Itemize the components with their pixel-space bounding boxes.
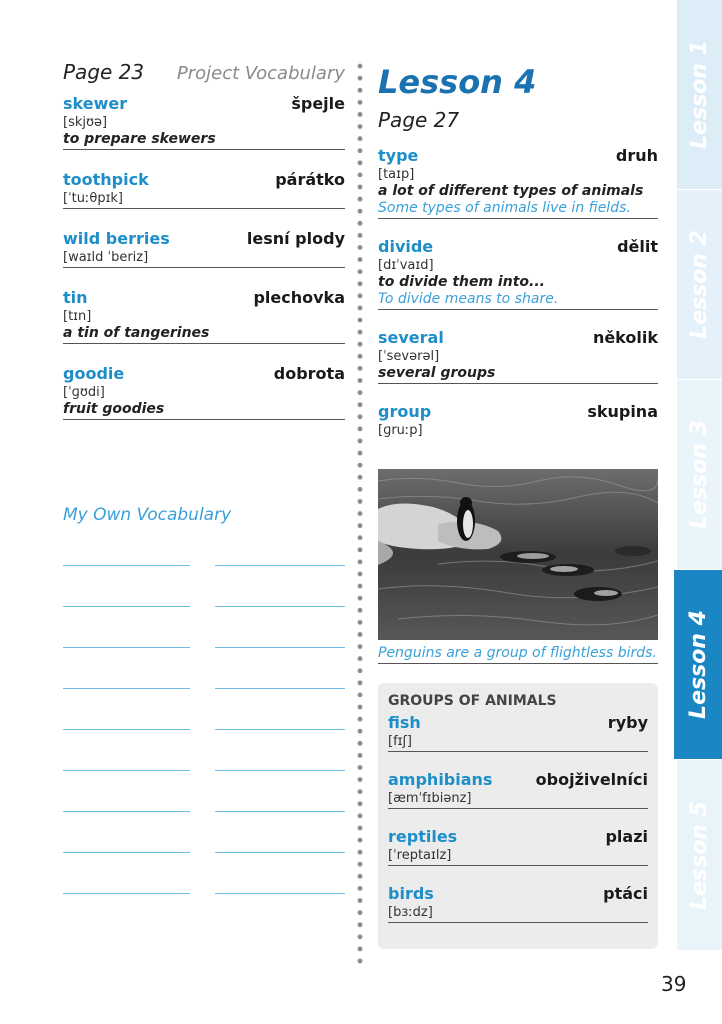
writing-line-row xyxy=(63,811,345,852)
vocab-phonetic: [fɪʃ] xyxy=(388,734,412,749)
writing-line-row xyxy=(63,565,345,606)
lesson-tabs xyxy=(677,0,722,950)
vocab-entry xyxy=(378,328,658,384)
vocab-example-sentence: To divide means to share. xyxy=(378,290,559,307)
vocab-example: a lot of different types of animals xyxy=(378,182,644,199)
vocab-phonetic: [tɪn] xyxy=(63,309,92,324)
vocab-example: fruit goodies xyxy=(63,401,165,417)
vocab-word: amphibians xyxy=(388,770,493,789)
vocab-translation: obojživelníci xyxy=(535,770,648,789)
vocab-example: to divide them into... xyxy=(378,273,545,290)
vocab-word: tin xyxy=(63,288,88,307)
vocab-entry xyxy=(378,402,658,440)
vocab-entry xyxy=(63,94,345,150)
tab-label: Lesson 4 xyxy=(685,610,711,719)
vocab-entry xyxy=(63,170,345,209)
vocab-entry xyxy=(63,364,345,420)
vocab-entry xyxy=(378,146,658,219)
vocab-translation: ryby xyxy=(607,713,648,732)
tab-label: Lesson 2 xyxy=(687,230,712,339)
writing-line-row xyxy=(63,729,345,770)
left-column xyxy=(63,60,345,440)
vocab-word: group xyxy=(378,401,432,421)
vocab-phonetic: [taɪp] xyxy=(378,166,415,182)
vocab-word: several xyxy=(378,327,444,347)
lesson-title: Lesson 4 xyxy=(378,63,537,101)
vocab-entry xyxy=(388,827,648,866)
vocab-translation: dělit xyxy=(617,236,658,256)
tab-label: Lesson 1 xyxy=(687,40,712,149)
vocab-translation: plechovka xyxy=(253,288,345,307)
section-label: Project Vocabulary xyxy=(176,63,345,84)
vocab-word: skewer xyxy=(63,94,128,113)
writing-line-row xyxy=(63,893,345,934)
vocab-word: toothpick xyxy=(63,170,149,189)
vocab-entry xyxy=(63,288,345,344)
writing-line-row xyxy=(63,647,345,688)
vocab-word: reptiles xyxy=(388,827,458,846)
vocab-word: birds xyxy=(388,884,434,903)
vocab-translation: dobrota xyxy=(273,364,345,383)
vocab-phonetic: [skjʊə] xyxy=(63,115,108,130)
writing-line-row xyxy=(63,688,345,729)
penguins-photo xyxy=(378,469,658,640)
vocab-phonetic: [dɪˈvaɪd] xyxy=(378,257,434,273)
vocab-phonetic: [waɪld ˈberiz] xyxy=(63,250,149,265)
vocab-phonetic: [bɜːdz] xyxy=(388,905,433,920)
vocab-translation: párátko xyxy=(275,170,345,189)
tab-lesson-1[interactable] xyxy=(677,0,722,189)
vocab-phonetic: [ˈtuːθpɪk] xyxy=(63,191,123,206)
groups-of-animals-box xyxy=(378,683,658,949)
vocab-phonetic: [æmˈfɪbiənz] xyxy=(388,791,472,806)
writing-line-row xyxy=(63,606,345,647)
vocab-translation: druh xyxy=(615,145,658,165)
vocab-phonetic: [ˈreptaɪlz] xyxy=(388,848,452,863)
my-vocabulary-heading: My Own Vocabulary xyxy=(63,505,232,525)
right-column xyxy=(378,63,658,440)
vocab-example: to prepare skewers xyxy=(63,131,216,147)
writing-lines xyxy=(63,565,345,934)
vocab-example: a tin of tangerines xyxy=(63,325,210,341)
tab-label: Lesson 3 xyxy=(687,420,712,529)
tab-lesson-2[interactable] xyxy=(677,190,722,379)
vocab-translation: skupina xyxy=(587,401,658,421)
vocab-entry xyxy=(378,237,658,310)
vocab-phonetic: [ˈsevərəl] xyxy=(378,348,440,364)
writing-line-row xyxy=(63,770,345,811)
tab-lesson-4[interactable] xyxy=(674,570,722,759)
vocab-translation: špejle xyxy=(291,94,345,113)
vocab-word: fish xyxy=(388,713,421,732)
vocab-example: several groups xyxy=(378,364,496,381)
vocab-example-sentence: Some types of animals live in fields. xyxy=(378,199,631,216)
page-number: 39 xyxy=(661,972,687,996)
vocab-word: goodie xyxy=(63,364,125,383)
writing-line-row xyxy=(63,852,345,893)
vocab-translation: několik xyxy=(592,327,658,347)
groups-title: GROUPS OF ANIMALS xyxy=(388,693,557,709)
photo-caption: Penguins are a group of flightless birds. xyxy=(378,645,658,664)
vocab-entry xyxy=(63,229,345,268)
tab-lesson-5[interactable] xyxy=(677,760,722,950)
vocab-translation: lesní plody xyxy=(246,229,345,248)
vocab-phonetic: [ɡruːp] xyxy=(378,422,423,438)
vocab-translation: plazi xyxy=(605,827,648,846)
dotted-divider xyxy=(357,60,363,965)
lesson-page-label: Page 27 xyxy=(378,107,460,132)
page-label: Page 23 xyxy=(63,60,145,84)
left-header xyxy=(63,60,345,84)
vocab-entry xyxy=(388,713,648,752)
vocab-word: type xyxy=(378,145,419,165)
penguins-image xyxy=(378,469,658,640)
vocab-entry xyxy=(388,884,648,923)
vocab-word: wild berries xyxy=(63,229,170,248)
vocab-translation: ptáci xyxy=(603,884,648,903)
tab-label: Lesson 5 xyxy=(687,800,712,910)
vocab-entry xyxy=(388,770,648,809)
vocab-phonetic: [ˈɡʊdi] xyxy=(63,385,105,400)
vocab-word: divide xyxy=(378,236,434,256)
tab-lesson-3[interactable] xyxy=(677,380,722,569)
